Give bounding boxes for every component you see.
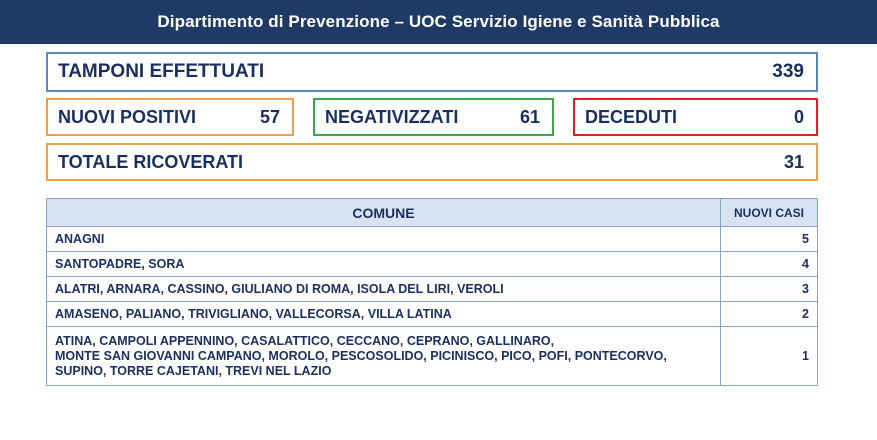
table-row <box>47 327 818 386</box>
comuni-cell: AMASENO, PALIANO, TRIVIGLIANO, VALLECORSA, VILLA LATINA <box>47 302 721 327</box>
comuni-line: ATINA, CAMPOLI APPENNINO, CASALATTICO, CECCANO, CEPRANO, GALLINARO, <box>55 333 555 348</box>
deceduti-box <box>573 98 818 136</box>
ricoverati-value: 31 <box>783 151 804 172</box>
casi-cell: 2 <box>721 302 818 327</box>
comuni-table <box>46 198 818 386</box>
positivi-value: 57 <box>259 106 280 127</box>
table-row <box>47 302 818 327</box>
nuovi-positivi-box <box>46 98 294 136</box>
tamponi-value: 339 <box>772 61 804 82</box>
table-row <box>47 277 818 302</box>
deceduti-value: 0 <box>793 106 804 127</box>
table-header-row <box>47 199 818 227</box>
casi-cell: 4 <box>721 252 818 277</box>
comuni-cell: ALATRI, ARNARA, CASSINO, GIULIANO DI ROMA, ISOLA DEL LIRI, VEROLI <box>47 277 721 302</box>
negativizzati-label: NEGATIVIZZATI <box>325 106 459 127</box>
table-row <box>47 227 818 252</box>
comuni-cell: SANTOPADRE, SORA <box>47 252 721 277</box>
header-nuovi-casi: NUOVI CASI <box>721 199 818 227</box>
comuni-line: SUPINO, TORRE CAJETANI, TREVI NEL LAZIO <box>55 363 332 378</box>
page-header <box>0 0 877 44</box>
header-comune: COMUNE <box>47 199 721 227</box>
negativizzati-box <box>313 98 554 136</box>
casi-cell: 3 <box>721 277 818 302</box>
casi-cell: 1 <box>721 327 818 386</box>
casi-cell: 5 <box>721 227 818 252</box>
table-row <box>47 252 818 277</box>
tamponi-effettuati-box <box>46 52 818 92</box>
positivi-label: NUOVI POSITIVI <box>58 106 197 127</box>
header-title: Dipartimento di Prevenzione – UOC Servizio Igiene e Sanità Pubblica <box>157 12 720 31</box>
comuni-cell <box>47 327 721 386</box>
deceduti-label: DECEDUTI <box>585 106 678 127</box>
comuni-cell: ANAGNI <box>47 227 721 252</box>
ricoverati-label: TOTALE RICOVERATI <box>58 151 244 172</box>
negativizzati-value: 61 <box>519 106 540 127</box>
totale-ricoverati-box <box>46 143 818 181</box>
comuni-line: MONTE SAN GIOVANNI CAMPANO, MOROLO, PESCOSOLIDO, PICINISCO, PICO, POFI, PONTECORVO, <box>55 348 667 363</box>
tamponi-label: TAMPONI EFFETTUATI <box>58 61 265 82</box>
